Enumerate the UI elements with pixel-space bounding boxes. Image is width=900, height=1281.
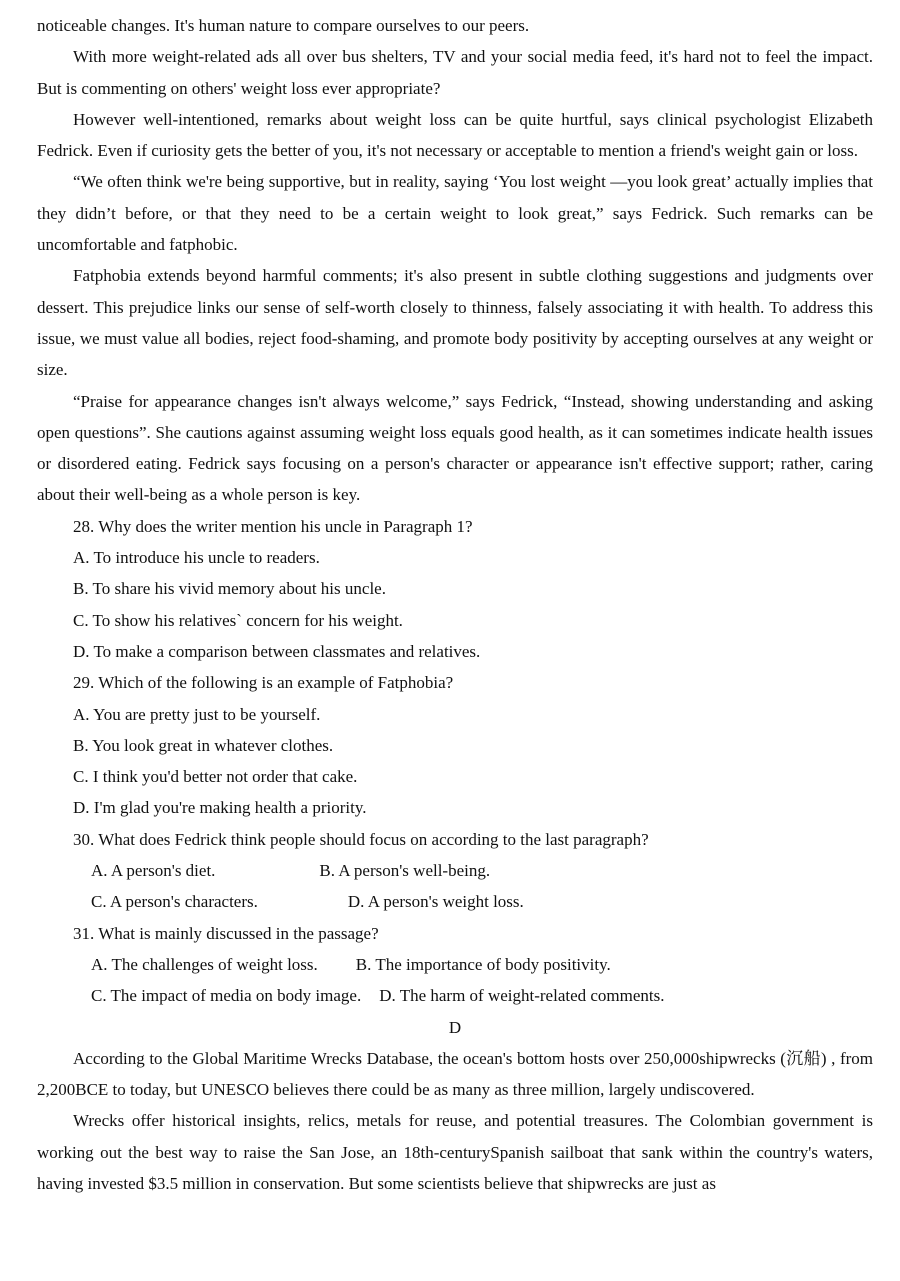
question-31-option-a: A. The challenges of weight loss. — [91, 954, 318, 974]
question-31-option-c: C. The impact of media on body image. — [91, 986, 362, 1006]
question-31-options-row-1 — [37, 949, 873, 980]
question-31-options-row-2 — [37, 980, 873, 1011]
passage-c-paragraph-3: “We often think we're being supportive, but in reality, saying ‘You lost weight —you look great’ actually implies that they didn’t before, or that they need to be a certain weight to look great,” says Fedrick. Such remarks can be uncomfortable and fatphobic. — [37, 172, 873, 255]
question-30-options-row-2 — [37, 886, 873, 917]
question-31-option-b: B. The importance of body positivity. — [355, 954, 611, 974]
question-29-option-d: D. I'm glad you're making health a priority. — [73, 798, 367, 818]
question-28-option-a: A. To introduce his uncle to readers. — [73, 548, 320, 568]
section-d-title: D — [448, 1017, 462, 1037]
question-29-option-a: A. You are pretty just to be yourself. — [73, 704, 321, 724]
question-29-stem: 29. Which of the following is an example of Fatphobia? — [73, 673, 454, 693]
question-30-option-a: A. A person's diet. — [91, 861, 216, 881]
passage-c-paragraph-1: With more weight-related ads all over bus shelters, TV and your social media feed, it's hard not to feel the impact. But is commenting on others' weight loss ever appropriate? — [37, 47, 873, 98]
question-30-option-c: C. A person's characters. — [91, 892, 258, 912]
passage-c-paragraph-4: Fatphobia extends beyond harmful comments; it's also present in subtle clothing suggestions and judgments over dessert. This prejudice links our sense of self-worth closely to thinness, falsely associating it with health. To address this issue, we must value all bodies, reject food-shaming, and promote body positivity by accepting ourselves at any weight or size. — [37, 266, 873, 380]
section-d-paragraph-2: Wrecks offer historical insights, relics, metals for reuse, and potential treasures. The Colombian government is working out the best way to raise the San Jose, an 18th-centurySpanish sailboat that sank within the country's waters, having invested $3.5 million in conservation. But some scientists believe that shipwrecks are just as — [37, 1111, 873, 1193]
passage-c-paragraph-0: noticeable changes. It's human nature to compare ourselves to our peers. — [37, 16, 530, 35]
section-d-paragraph-1: According to the Global Maritime Wrecks Database, the ocean's bottom hosts over 250,000shipwrecks (沉船) , from 2,200BCE to today, but UNESCO believes there could be as many as three million, largely undiscovered. — [37, 1048, 873, 1100]
question-29-option-b: B. You look great in whatever clothes. — [73, 735, 334, 755]
question-28-option-c: C. To show his relatives` concern for his weight. — [73, 610, 403, 630]
question-28-option-d: D. To make a comparison between classmates and relatives. — [73, 641, 481, 661]
question-30-option-d: D. A person's weight loss. — [347, 892, 524, 912]
passage-c-paragraph-2: However well-intentioned, remarks about weight loss can be quite hurtful, says clinical psychologist Elizabeth Fedrick. Even if curiosity gets the better of you, it's not necessary or acceptable to mention a friend's weight gain or loss. — [37, 109, 873, 161]
question-30-stem: 30. What does Fedrick think people should focus on according to the last paragraph? — [73, 829, 649, 849]
question-30-option-b: B. A person's well-being. — [319, 861, 491, 881]
passage-c-paragraph-5: “Praise for appearance changes isn't always welcome,” says Fedrick, “Instead, showing understanding and asking open questions”. She cautions against assuming weight loss equals good health, as it can sometimes indicate health issues or disordered eating. Fedrick says focusing on a person's character or appearance isn't effective support; rather, caring about their well-being as a whole person is key. — [37, 391, 873, 505]
question-31-option-d: D. The harm of weight-related comments. — [379, 986, 665, 1006]
question-29-option-c: C. I think you'd better not order that cake. — [73, 767, 358, 787]
question-31-stem: 31. What is mainly discussed in the passage? — [73, 923, 379, 943]
document-page — [37, 10, 873, 1199]
question-28-stem: 28. Why does the writer mention his uncle in Paragraph 1? — [73, 516, 473, 536]
question-30-options-row-1 — [37, 855, 873, 886]
question-28-option-b: B. To share his vivid memory about his uncle. — [73, 579, 386, 599]
